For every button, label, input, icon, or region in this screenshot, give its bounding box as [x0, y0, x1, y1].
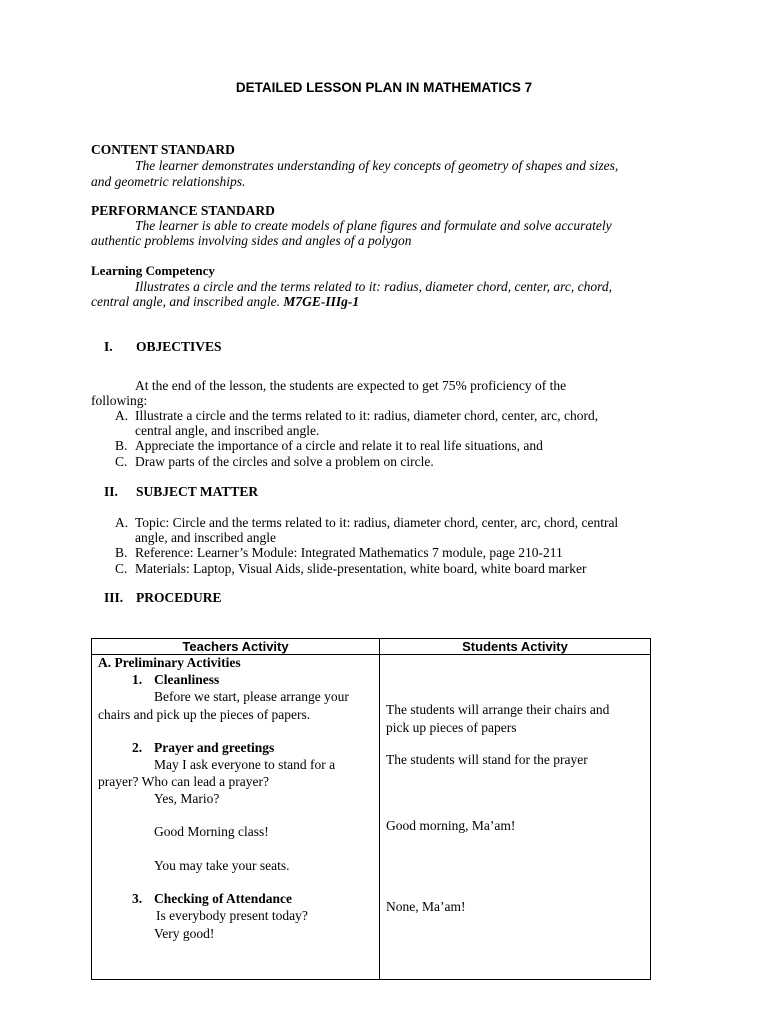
preliminary-activities-heading: A. Preliminary Activities [98, 655, 241, 670]
objective-item-a [115, 408, 598, 424]
procedure-heading [104, 590, 222, 606]
prayer-text-line1: May I ask everyone to stand for a [154, 757, 336, 772]
subject-matter-heading [104, 484, 258, 500]
objective-item-letter: A. [115, 408, 129, 423]
attendance-text-line2: Very good! [154, 926, 215, 941]
learning-competency-heading: Learning Competency [91, 263, 215, 278]
objectives-heading [104, 339, 222, 355]
learning-competency-line2-text: central angle, and inscribed angle. [91, 294, 280, 309]
activity-table [91, 638, 651, 980]
attendance-title: Checking of Attendance [154, 891, 292, 906]
cleanliness-text-line2: chairs and pick up the pieces of papers. [98, 707, 311, 722]
objective-item-b [115, 438, 543, 454]
subject-item-letter: C. [115, 561, 128, 576]
competency-code: M7GE-IIIg-1 [283, 294, 360, 309]
subject-item-b [115, 545, 563, 561]
prayer-text-line2: prayer? Who can lead a prayer? [98, 774, 270, 789]
subject-item-c [115, 561, 586, 577]
objective-item-c [115, 454, 434, 470]
student-response-prayer: The students will stand for the prayer [386, 752, 588, 767]
attendance-number: 3. [132, 891, 143, 906]
content-standard-heading: CONTENT STANDARD [91, 142, 235, 157]
teachers-activity-cell [92, 655, 380, 980]
objective-item-a-cont: central angle, and inscribed angle. [135, 423, 320, 438]
attendance-text-line1: Is everybody present today? [156, 908, 308, 923]
subject-item-text: Materials: Laptop, Visual Aids, slide-presentation, white board, white board marker [135, 561, 587, 576]
subject-item-text: Topic: Circle and the terms related to it: radius, diameter chord, center, arc, chord, central [135, 515, 619, 530]
subject-item-text: Reference: Learner’s Module: Integrated Mathematics 7 module, page 210-211 [135, 545, 563, 560]
objective-item-letter: B. [115, 438, 128, 453]
subject-matter-title: SUBJECT MATTER [136, 484, 259, 499]
objective-item-letter: C. [115, 454, 128, 469]
student-response-greeting: Good morning, Ma’am! [386, 818, 516, 833]
performance-standard-text-line1: The learner is able to create models of plane figures and formulate and solve accurately [135, 218, 612, 233]
attendance-heading [132, 891, 292, 907]
objectives-intro-line2: following: [91, 393, 148, 408]
objectives-title: OBJECTIVES [136, 339, 222, 354]
subject-item-a [115, 515, 618, 531]
subject-item-a-cont: angle, and inscribed angle [135, 530, 276, 545]
cleanliness-heading [132, 672, 219, 688]
subject-item-letter: B. [115, 545, 128, 560]
learning-competency-text-line1: Illustrates a circle and the terms related to it: radius, diameter chord, center, arc, chord, [135, 279, 613, 294]
objectives-numeral: I. [104, 339, 113, 354]
student-response-attendance: None, Ma’am! [386, 899, 466, 914]
document-title: DETAILED LESSON PLAN IN MATHEMATICS 7 [235, 80, 533, 95]
content-standard-text-line1: The learner demonstrates understanding of key concepts of geometry of shapes and sizes, [135, 158, 619, 173]
students-activity-cell [380, 655, 651, 980]
subject-matter-numeral: II. [104, 484, 118, 499]
cleanliness-text-line1: Before we start, please arrange your [154, 689, 349, 704]
greeting-text: Good Morning class! [154, 824, 269, 839]
procedure-numeral: III. [104, 590, 124, 605]
prayer-text-line3: Yes, Mario? [154, 791, 220, 806]
learning-competency-text-line2 [91, 294, 359, 310]
objectives-intro-line1: At the end of the lesson, the students are expected to get 75% proficiency of the [135, 378, 567, 393]
seats-text: You may take your seats. [154, 858, 290, 873]
cleanliness-number: 1. [132, 672, 143, 687]
procedure-title: PROCEDURE [136, 590, 222, 605]
performance-standard-text-line2: authentic problems involving sides and angles of a polygon [91, 233, 412, 248]
performance-standard-heading: PERFORMANCE STANDARD [91, 203, 275, 218]
prayer-heading [132, 740, 274, 756]
objective-item-text: Appreciate the importance of a circle and relate it to real life situations, and [135, 438, 543, 453]
prayer-number: 2. [132, 740, 143, 755]
cleanliness-title: Cleanliness [154, 672, 220, 687]
objective-item-text: Draw parts of the circles and solve a problem on circle. [135, 454, 434, 469]
objective-item-text: Illustrate a circle and the terms related to it: radius, diameter chord, center, arc, chord, [135, 408, 599, 423]
teachers-activity-header: Teachers Activity [92, 639, 380, 655]
student-response-cleanliness-line1: The students will arrange their chairs and [386, 702, 610, 717]
prayer-title: Prayer and greetings [154, 740, 275, 755]
students-activity-header: Students Activity [380, 639, 651, 655]
student-response-cleanliness-line2: pick up pieces of papers [386, 720, 517, 735]
content-standard-text-line2: and geometric relationships. [91, 174, 246, 189]
subject-item-letter: A. [115, 515, 129, 530]
